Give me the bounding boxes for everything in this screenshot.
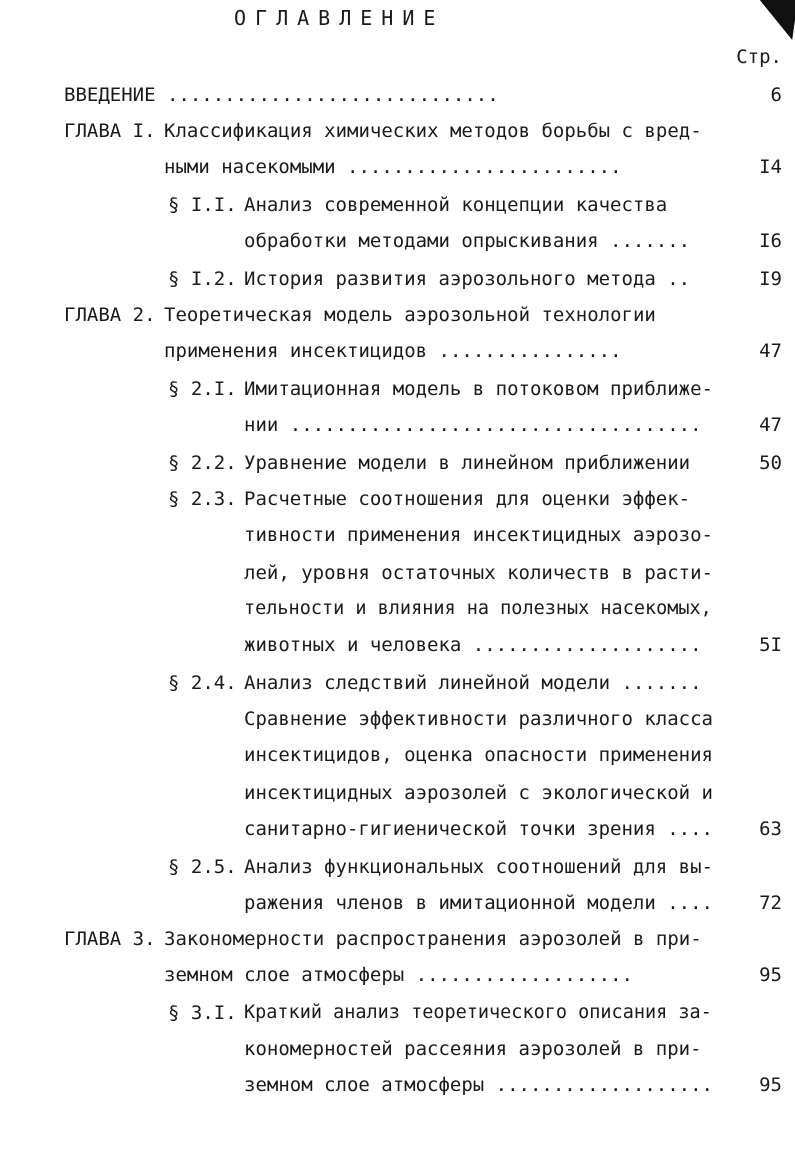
toc-line-ch2-2: применения инсектицидов ................	[164, 340, 622, 362]
toc-line-s21-1: Имитационная модель в потоковом приближе-	[244, 378, 713, 400]
toc-line-s24-1: Анализ следствий линейной модели .......	[244, 672, 702, 694]
toc-label-ch2: ГЛАВА 2.	[64, 304, 156, 326]
toc-page-s24: 63	[759, 818, 782, 840]
toc-label-ch3: ГЛАВА 3.	[64, 928, 156, 950]
toc-line-s23-4: тельности и влияния на полезных насекомых,	[244, 598, 712, 619]
toc-line-s11-1: Анализ современной концепции качества	[244, 194, 668, 216]
toc-entry-intro: ВВЕДЕНИЕ .............................	[64, 84, 499, 106]
toc-label-s11: § I.I.	[168, 194, 237, 216]
toc-page-s31: 95	[759, 1074, 782, 1096]
toc-page-s25: 72	[759, 892, 782, 914]
toc-line-s31-3: земном слое атмосферы ...................	[244, 1074, 713, 1096]
toc-line-s31-1: Краткий анализ теоретического описания за-	[244, 1002, 712, 1023]
toc-line-s23-2: тивности применения инсектицидных аэрозо-	[244, 524, 713, 546]
toc-page-s23: 5I	[759, 634, 782, 656]
toc-line-ch2-1: Теоретическая модель аэрозольной технологии	[164, 304, 656, 326]
toc-label-s12: § I.2.	[168, 268, 237, 290]
page-column-header: Стр.	[736, 46, 782, 68]
toc-line-s22-1: Уравнение модели в линейном приближении	[244, 452, 691, 474]
toc-line-ch1-1: Классификация химических методов борьбы с вред-	[164, 120, 702, 142]
toc-label-ch1: ГЛАВА I.	[64, 120, 156, 142]
toc-line-s24-2: Сравнение эффективности различного класса	[244, 708, 713, 730]
toc-page-s12: I9	[759, 268, 782, 290]
toc-label-s25: § 2.5.	[168, 856, 237, 878]
toc-label-s31: § 3.I.	[168, 1002, 237, 1024]
toc-line-s11-2: обработки методами опрыскивания .......	[244, 230, 691, 252]
toc-line-ch1-2: ными насекомыми ........................	[164, 156, 622, 178]
toc-label-s21: § 2.I.	[168, 378, 237, 400]
toc-page-ch2: 47	[759, 340, 782, 362]
toc-line-s23-3: лей, уровня остаточных количеств в расти-	[244, 562, 713, 584]
toc-line-s12-1: История развития аэрозольного метода ..	[244, 268, 691, 290]
scan-corner-mark	[754, 0, 795, 40]
toc-page-intro: 6	[770, 84, 782, 106]
toc-line-ch3-1: Закономерности распространения аэрозолей в при-	[164, 928, 702, 950]
toc-label-s22: § 2.2.	[168, 452, 237, 474]
toc-line-s25-1: Анализ функциональных соотношений для вы-	[244, 856, 713, 878]
toc-line-s25-2: ражения членов в имитационной модели ....	[244, 892, 713, 914]
toc-line-s21-2: нии ....................................	[244, 414, 702, 436]
page-title: ОГЛАВЛЕНИЕ	[234, 6, 445, 30]
toc-line-ch3-2: земном слое атмосферы ...................	[164, 964, 633, 986]
toc-line-s24-3: инсектицидов, оценка опасности применения	[244, 744, 713, 766]
toc-page-ch1: I4	[759, 156, 782, 178]
toc-page-s22: 50	[759, 452, 782, 474]
toc-page-ch3: 95	[759, 964, 782, 986]
toc-page-s11: I6	[759, 230, 782, 252]
toc-label-s23: § 2.3.	[168, 488, 237, 510]
toc-line-s31-2: кономерностей рассеяния аэрозолей в при-	[244, 1038, 702, 1060]
toc-label-s24: § 2.4.	[168, 672, 237, 694]
toc-line-s23-1: Расчетные соотношения для оценки эффек-	[244, 488, 691, 510]
toc-line-s24-5: санитарно-гигиенической точки зрения ....	[244, 818, 713, 840]
toc-line-s24-4: инсектицидных аэрозолей с экологической и	[244, 782, 713, 804]
toc-page-s21: 47	[759, 414, 782, 436]
toc-line-s23-5: животных и человека ....................	[244, 634, 702, 656]
